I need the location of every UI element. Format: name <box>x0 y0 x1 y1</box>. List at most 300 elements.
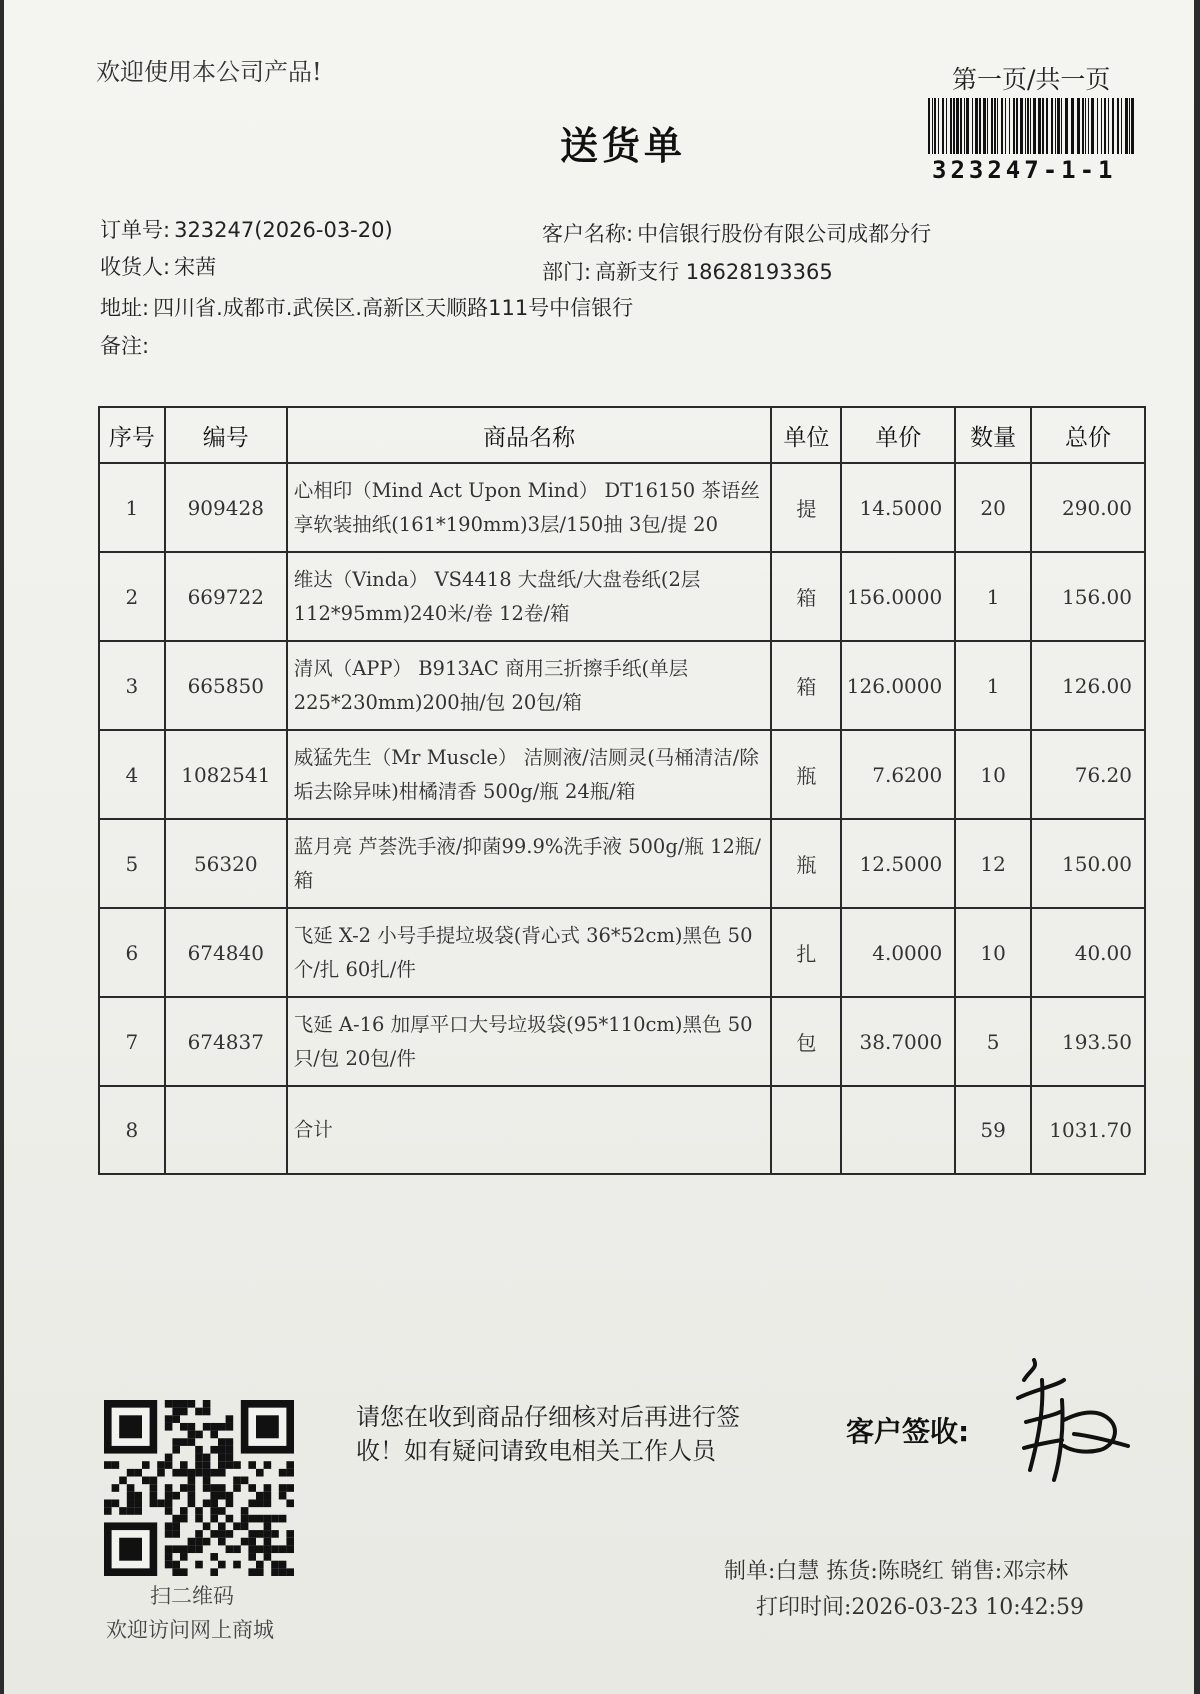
qr-module <box>104 1507 112 1515</box>
verification-notice: 请您在收到商品仔细核对后再进行签收！如有疑问请致电相关工作人员 <box>356 1403 740 1465</box>
qr-module <box>248 1538 256 1546</box>
barcode-bar <box>942 98 944 154</box>
qr-module <box>256 1530 264 1538</box>
qr-module <box>188 1438 196 1446</box>
row-total: 193.50 <box>1031 997 1145 1086</box>
qr-module <box>134 1492 142 1500</box>
barcode-bar <box>1061 98 1062 154</box>
row-unit: 包 <box>771 997 841 1086</box>
row-code: 909428 <box>165 463 287 552</box>
column-header-name: 商品名称 <box>287 407 772 463</box>
total-code <box>165 1086 287 1174</box>
qr-module <box>210 1553 218 1561</box>
barcode-bar <box>1020 98 1023 154</box>
qr-module <box>172 1415 180 1423</box>
qr-module <box>233 1522 241 1530</box>
row-unit: 箱 <box>771 552 841 641</box>
row-code: 665850 <box>165 641 287 730</box>
qr-module <box>218 1461 226 1469</box>
row-total: 150.00 <box>1031 819 1145 908</box>
qr-module <box>279 1469 287 1477</box>
qr-module <box>188 1423 196 1431</box>
qr-module <box>127 1499 135 1507</box>
qr-module <box>271 1530 279 1538</box>
qr-module <box>180 1461 188 1469</box>
row-qty: 12 <box>955 819 1031 908</box>
table-row <box>99 908 1145 997</box>
qr-module <box>226 1454 234 1462</box>
qr-module <box>203 1454 211 1462</box>
qr-module <box>180 1568 188 1576</box>
qr-code-icon[interactable] <box>104 1400 294 1576</box>
qr-module <box>112 1484 120 1492</box>
qr-module <box>180 1408 188 1416</box>
qr-module <box>180 1423 188 1431</box>
qr-module <box>195 1461 203 1469</box>
qr-module <box>264 1515 272 1523</box>
document-title: 送货单 <box>560 124 687 168</box>
barcode-bar <box>1005 98 1006 154</box>
barcode-bar <box>1121 98 1122 154</box>
row-qty: 10 <box>955 908 1031 997</box>
barcode-bar <box>1013 98 1015 154</box>
barcode-bar <box>1131 98 1134 154</box>
qr-module <box>165 1507 173 1515</box>
qr-module <box>172 1545 180 1553</box>
qr-module <box>248 1515 256 1523</box>
qr-module <box>218 1484 226 1492</box>
barcode-bar <box>953 98 955 154</box>
qr-module <box>218 1538 226 1546</box>
qr-module <box>203 1484 211 1492</box>
row-total: 126.00 <box>1031 641 1145 730</box>
qr-module <box>210 1484 218 1492</box>
qr-module <box>286 1469 294 1477</box>
qr-module <box>165 1522 173 1530</box>
qr-module <box>264 1461 272 1469</box>
qr-module <box>218 1492 226 1500</box>
barcode-bar <box>966 98 969 154</box>
qr-module <box>248 1499 256 1507</box>
qr-module <box>172 1469 180 1477</box>
table-row <box>99 997 1145 1086</box>
barcode-bar <box>991 98 993 154</box>
qr-module <box>188 1484 196 1492</box>
qr-module <box>180 1553 188 1561</box>
barcode-bar <box>972 98 973 154</box>
qr-module <box>188 1545 196 1553</box>
qr-module <box>226 1415 234 1423</box>
qr-module <box>264 1492 272 1500</box>
barcode-bar <box>1016 98 1018 154</box>
barcode-bar <box>1104 98 1106 154</box>
qr-module <box>180 1545 188 1553</box>
row-qty: 10 <box>955 730 1031 819</box>
qr-module <box>241 1515 249 1523</box>
qr-module <box>271 1515 279 1523</box>
row-name: 心相印（Mind Act Upon Mind） DT16150 茶语丝享软装抽纸(161*190mm)3层/150抽 3包/提 20 <box>287 463 772 552</box>
qr-module <box>119 1477 127 1485</box>
qr-module <box>195 1545 203 1553</box>
row-qty: 1 <box>955 641 1031 730</box>
barcode-number: 323247-1-1 <box>932 156 1117 184</box>
barcode-bar <box>956 98 959 154</box>
row-price: 38.7000 <box>841 997 955 1086</box>
qr-module <box>248 1484 256 1492</box>
qr-module <box>226 1492 234 1500</box>
row-unit: 瓶 <box>771 819 841 908</box>
barcode-bar <box>1082 98 1084 154</box>
qr-module <box>165 1499 173 1507</box>
department-value: 高新支行 18628193365 <box>595 260 833 284</box>
qr-module <box>226 1545 234 1553</box>
qr-module <box>119 1507 127 1515</box>
qr-module <box>286 1484 294 1492</box>
qr-module <box>150 1492 158 1500</box>
qr-module <box>195 1507 203 1515</box>
qr-module <box>165 1400 173 1408</box>
customer-name <box>542 218 931 248</box>
qr-module <box>279 1568 287 1576</box>
row-qty: 20 <box>955 463 1031 552</box>
qr-module <box>203 1499 211 1507</box>
qr-module <box>165 1561 173 1569</box>
qr-module <box>233 1484 241 1492</box>
total-unit <box>771 1086 841 1174</box>
qr-module <box>127 1492 135 1500</box>
qr-module <box>271 1568 279 1576</box>
qr-module <box>264 1553 272 1561</box>
qr-module <box>248 1461 256 1469</box>
barcode-bar <box>1129 98 1130 154</box>
qr-module <box>165 1423 173 1431</box>
barcode-bar <box>1065 98 1068 154</box>
qr-module <box>165 1415 173 1423</box>
qr-module <box>286 1499 294 1507</box>
barcode-bar <box>997 98 998 154</box>
barcode-bar <box>1101 98 1102 154</box>
qr-module <box>218 1561 226 1569</box>
qr-module <box>286 1538 294 1546</box>
qr-module <box>104 1499 112 1507</box>
row-total: 156.00 <box>1031 552 1145 641</box>
remark <box>100 330 153 360</box>
qr-module <box>134 1499 142 1507</box>
table-row <box>99 463 1145 552</box>
table-row <box>99 819 1145 908</box>
barcode-bar <box>994 98 996 154</box>
qr-module <box>279 1561 287 1569</box>
barcode-bar <box>1112 98 1114 154</box>
qr-module <box>165 1454 173 1462</box>
qr-module <box>188 1431 196 1439</box>
row-unit: 提 <box>771 463 841 552</box>
qr-module <box>248 1545 256 1553</box>
qr-module <box>195 1515 203 1523</box>
qr-module <box>203 1522 211 1530</box>
qr-module <box>127 1469 135 1477</box>
qr-module <box>188 1538 196 1546</box>
qr-module <box>218 1423 226 1431</box>
qr-module <box>271 1561 279 1569</box>
qr-module <box>165 1530 173 1538</box>
row-qty: 5 <box>955 997 1031 1086</box>
barcode-bar <box>1009 98 1010 154</box>
row-seq: 2 <box>99 552 165 641</box>
total-label: 合计 <box>287 1086 772 1174</box>
qr-module <box>210 1423 218 1431</box>
row-price: 12.5000 <box>841 819 955 908</box>
qr-module <box>218 1507 226 1515</box>
qr-module <box>203 1408 211 1416</box>
barcode-bar <box>1108 98 1109 154</box>
qr-module <box>210 1499 218 1507</box>
qr-module <box>256 1515 264 1523</box>
qr-finder-pattern <box>119 1538 142 1561</box>
remark-label: 备注: <box>100 334 150 358</box>
qr-module <box>188 1400 196 1408</box>
row-price: 4.0000 <box>841 908 955 997</box>
row-name: 威猛先生（Mr Muscle） 洁厕液/洁厕灵(马桶清洁/除垢去除异味)柑橘清香 500g/瓶 24瓶/箱 <box>287 730 772 819</box>
column-header-total: 总价 <box>1031 407 1145 463</box>
qr-module <box>112 1499 120 1507</box>
qr-module <box>286 1530 294 1538</box>
qr-module <box>210 1568 218 1576</box>
qr-module <box>180 1484 188 1492</box>
qr-module <box>264 1522 272 1530</box>
total-amount: 1031.70 <box>1031 1086 1145 1174</box>
qr-module <box>248 1530 256 1538</box>
barcode-bar <box>1085 98 1086 154</box>
qr-module <box>279 1492 287 1500</box>
qr-module <box>286 1461 294 1469</box>
row-price: 156.0000 <box>841 552 955 641</box>
qr-module <box>271 1545 279 1553</box>
qr-module <box>195 1561 203 1569</box>
qr-module <box>256 1561 264 1569</box>
welcome-text: 欢迎使用本公司产品! <box>96 58 322 86</box>
row-name: 飞延 A-16 加厚平口大号垃圾袋(95*110cm)黑色 50只/包 20包/件 <box>287 997 772 1086</box>
barcode-bar <box>1046 98 1048 154</box>
qr-caption-mall: 欢迎访问网上商城 <box>106 1618 274 1642</box>
barcode-bar <box>1097 98 1098 154</box>
qr-module <box>226 1423 234 1431</box>
qr-module <box>241 1522 249 1530</box>
column-header-code: 编号 <box>165 407 287 463</box>
total-row <box>99 1086 1145 1174</box>
qr-module <box>210 1515 218 1523</box>
row-name: 飞延 X-2 小号手提垃圾袋(背心式 36*52cm)黑色 50个/扎 60扎/件 <box>287 908 772 997</box>
row-price: 126.0000 <box>841 641 955 730</box>
qr-module <box>134 1507 142 1515</box>
qr-module <box>142 1477 150 1485</box>
qr-module <box>210 1446 218 1454</box>
row-seq: 5 <box>99 819 165 908</box>
qr-module <box>218 1469 226 1477</box>
qr-module <box>210 1507 218 1515</box>
total-seq: 8 <box>99 1086 165 1174</box>
row-name: 蓝月亮 芦荟洗手液/抑菌99.9%洗手液 500g/瓶 12瓶/箱 <box>287 819 772 908</box>
qr-module <box>134 1469 142 1477</box>
barcode-bar <box>934 98 936 154</box>
barcode-bar <box>928 98 930 154</box>
qr-module <box>180 1507 188 1515</box>
row-unit: 瓶 <box>771 730 841 819</box>
table-row <box>99 552 1145 641</box>
barcode-bar <box>1091 98 1094 154</box>
barcode-bar <box>1025 98 1026 154</box>
row-seq: 1 <box>99 463 165 552</box>
qr-module <box>180 1515 188 1523</box>
table-header-row <box>99 407 1145 463</box>
barcode-bar <box>1057 98 1060 154</box>
total-qty: 59 <box>955 1086 1031 1174</box>
delivery-note <box>4 0 1194 1694</box>
qr-module <box>165 1545 173 1553</box>
barcode-bar <box>1117 98 1119 154</box>
page-info: 第一页/共一页 <box>952 65 1111 94</box>
qr-module <box>226 1515 234 1523</box>
qr-module <box>264 1530 272 1538</box>
row-unit: 箱 <box>771 641 841 730</box>
qr-module <box>203 1538 211 1546</box>
barcode-icon <box>928 98 1138 154</box>
qr-finder-pattern <box>119 1415 142 1438</box>
row-unit: 扎 <box>771 908 841 997</box>
row-code: 669722 <box>165 552 287 641</box>
qr-module <box>279 1515 287 1523</box>
qr-module <box>279 1545 287 1553</box>
qr-module <box>165 1461 173 1469</box>
staff-info: 制单:白慧 拣货:陈晓红 销售:邓宗林 <box>724 1559 1069 1584</box>
qr-module <box>218 1446 226 1454</box>
qr-module <box>256 1469 264 1477</box>
row-seq: 6 <box>99 908 165 997</box>
qr-module <box>241 1507 249 1515</box>
row-price: 14.5000 <box>841 463 955 552</box>
qr-module <box>226 1438 234 1446</box>
qr-module <box>188 1492 196 1500</box>
qr-module <box>241 1477 249 1485</box>
row-code: 56320 <box>165 819 287 908</box>
barcode-bar <box>975 98 978 154</box>
qr-finder-pattern <box>256 1415 279 1438</box>
qr-module <box>195 1454 203 1462</box>
row-qty: 1 <box>955 552 1031 641</box>
qr-module <box>172 1400 180 1408</box>
barcode-bar <box>1027 98 1029 154</box>
qr-module <box>195 1538 203 1546</box>
barcode-bar <box>960 98 962 154</box>
qr-caption-scan: 扫二维码 <box>150 1584 234 1608</box>
qr-module <box>188 1469 196 1477</box>
address <box>100 292 633 322</box>
qr-module <box>165 1553 173 1561</box>
qr-module <box>188 1477 196 1485</box>
customer-value: 中信银行股份有限公司成都分行 <box>637 222 932 246</box>
row-code: 674840 <box>165 908 287 997</box>
row-code: 1082541 <box>165 730 287 819</box>
column-header-unit: 单位 <box>771 407 841 463</box>
barcode-bar <box>950 98 952 154</box>
barcode-bar <box>1033 98 1036 154</box>
row-total: 76.20 <box>1031 730 1145 819</box>
qr-module <box>172 1492 180 1500</box>
barcode-bar <box>938 98 939 154</box>
barcode-bar <box>1071 98 1074 154</box>
receiver-value: 宋茜 <box>174 255 217 279</box>
qr-module <box>226 1499 234 1507</box>
address-label: 地址: <box>100 296 150 320</box>
barcode-bar <box>1001 98 1003 154</box>
column-header-seq: 序号 <box>99 407 165 463</box>
column-header-qty: 数量 <box>955 407 1031 463</box>
qr-module <box>150 1499 158 1507</box>
row-name: 清风（APP） B913AC 商用三折擦手纸(单层225*230mm)200抽/包 20包/箱 <box>287 641 772 730</box>
barcode-bar <box>1042 98 1044 154</box>
row-total: 290.00 <box>1031 463 1145 552</box>
qr-module <box>256 1492 264 1500</box>
qr-module <box>203 1423 211 1431</box>
qr-module <box>157 1469 165 1477</box>
qr-module <box>195 1469 203 1477</box>
order-number <box>100 214 393 244</box>
row-seq: 7 <box>99 997 165 1086</box>
qr-module <box>218 1438 226 1446</box>
qr-module <box>195 1530 203 1538</box>
department <box>542 256 833 286</box>
qr-module <box>172 1438 180 1446</box>
qr-module <box>226 1446 234 1454</box>
handwritten-signature-icon <box>1004 1350 1134 1500</box>
barcode-bar <box>1088 98 1089 154</box>
row-seq: 3 <box>99 641 165 730</box>
qr-module <box>203 1469 211 1477</box>
qr-module <box>286 1545 294 1553</box>
qr-module <box>264 1545 272 1553</box>
qr-module <box>264 1484 272 1492</box>
items-table <box>98 406 1146 1175</box>
qr-module <box>180 1400 188 1408</box>
qr-module <box>218 1522 226 1530</box>
qr-module <box>180 1438 188 1446</box>
qr-module <box>172 1568 180 1576</box>
customer-sign-label: 客户签收: <box>846 1415 970 1448</box>
barcode-bar <box>1030 98 1031 154</box>
qr-module <box>210 1469 218 1477</box>
qr-module <box>157 1461 165 1469</box>
qr-module <box>256 1499 264 1507</box>
qr-module <box>150 1477 158 1485</box>
qr-module <box>218 1530 226 1538</box>
qr-module <box>233 1461 241 1469</box>
table-row <box>99 641 1145 730</box>
barcode-bar <box>1051 98 1053 154</box>
qr-module <box>172 1530 180 1538</box>
qr-module <box>127 1507 135 1515</box>
qr-module <box>226 1530 234 1538</box>
row-name: 维达（Vinda） VS4418 大盘纸/大盘卷纸(2层112*95mm)240米/卷 12卷/箱 <box>287 552 772 641</box>
qr-module <box>172 1515 180 1523</box>
qr-module <box>172 1522 180 1530</box>
qr-module <box>142 1461 150 1469</box>
qr-module <box>233 1545 241 1553</box>
qr-module <box>172 1561 180 1569</box>
qr-module <box>203 1477 211 1485</box>
qr-module <box>195 1446 203 1454</box>
barcode-bar <box>983 98 986 154</box>
qr-module <box>233 1477 241 1485</box>
